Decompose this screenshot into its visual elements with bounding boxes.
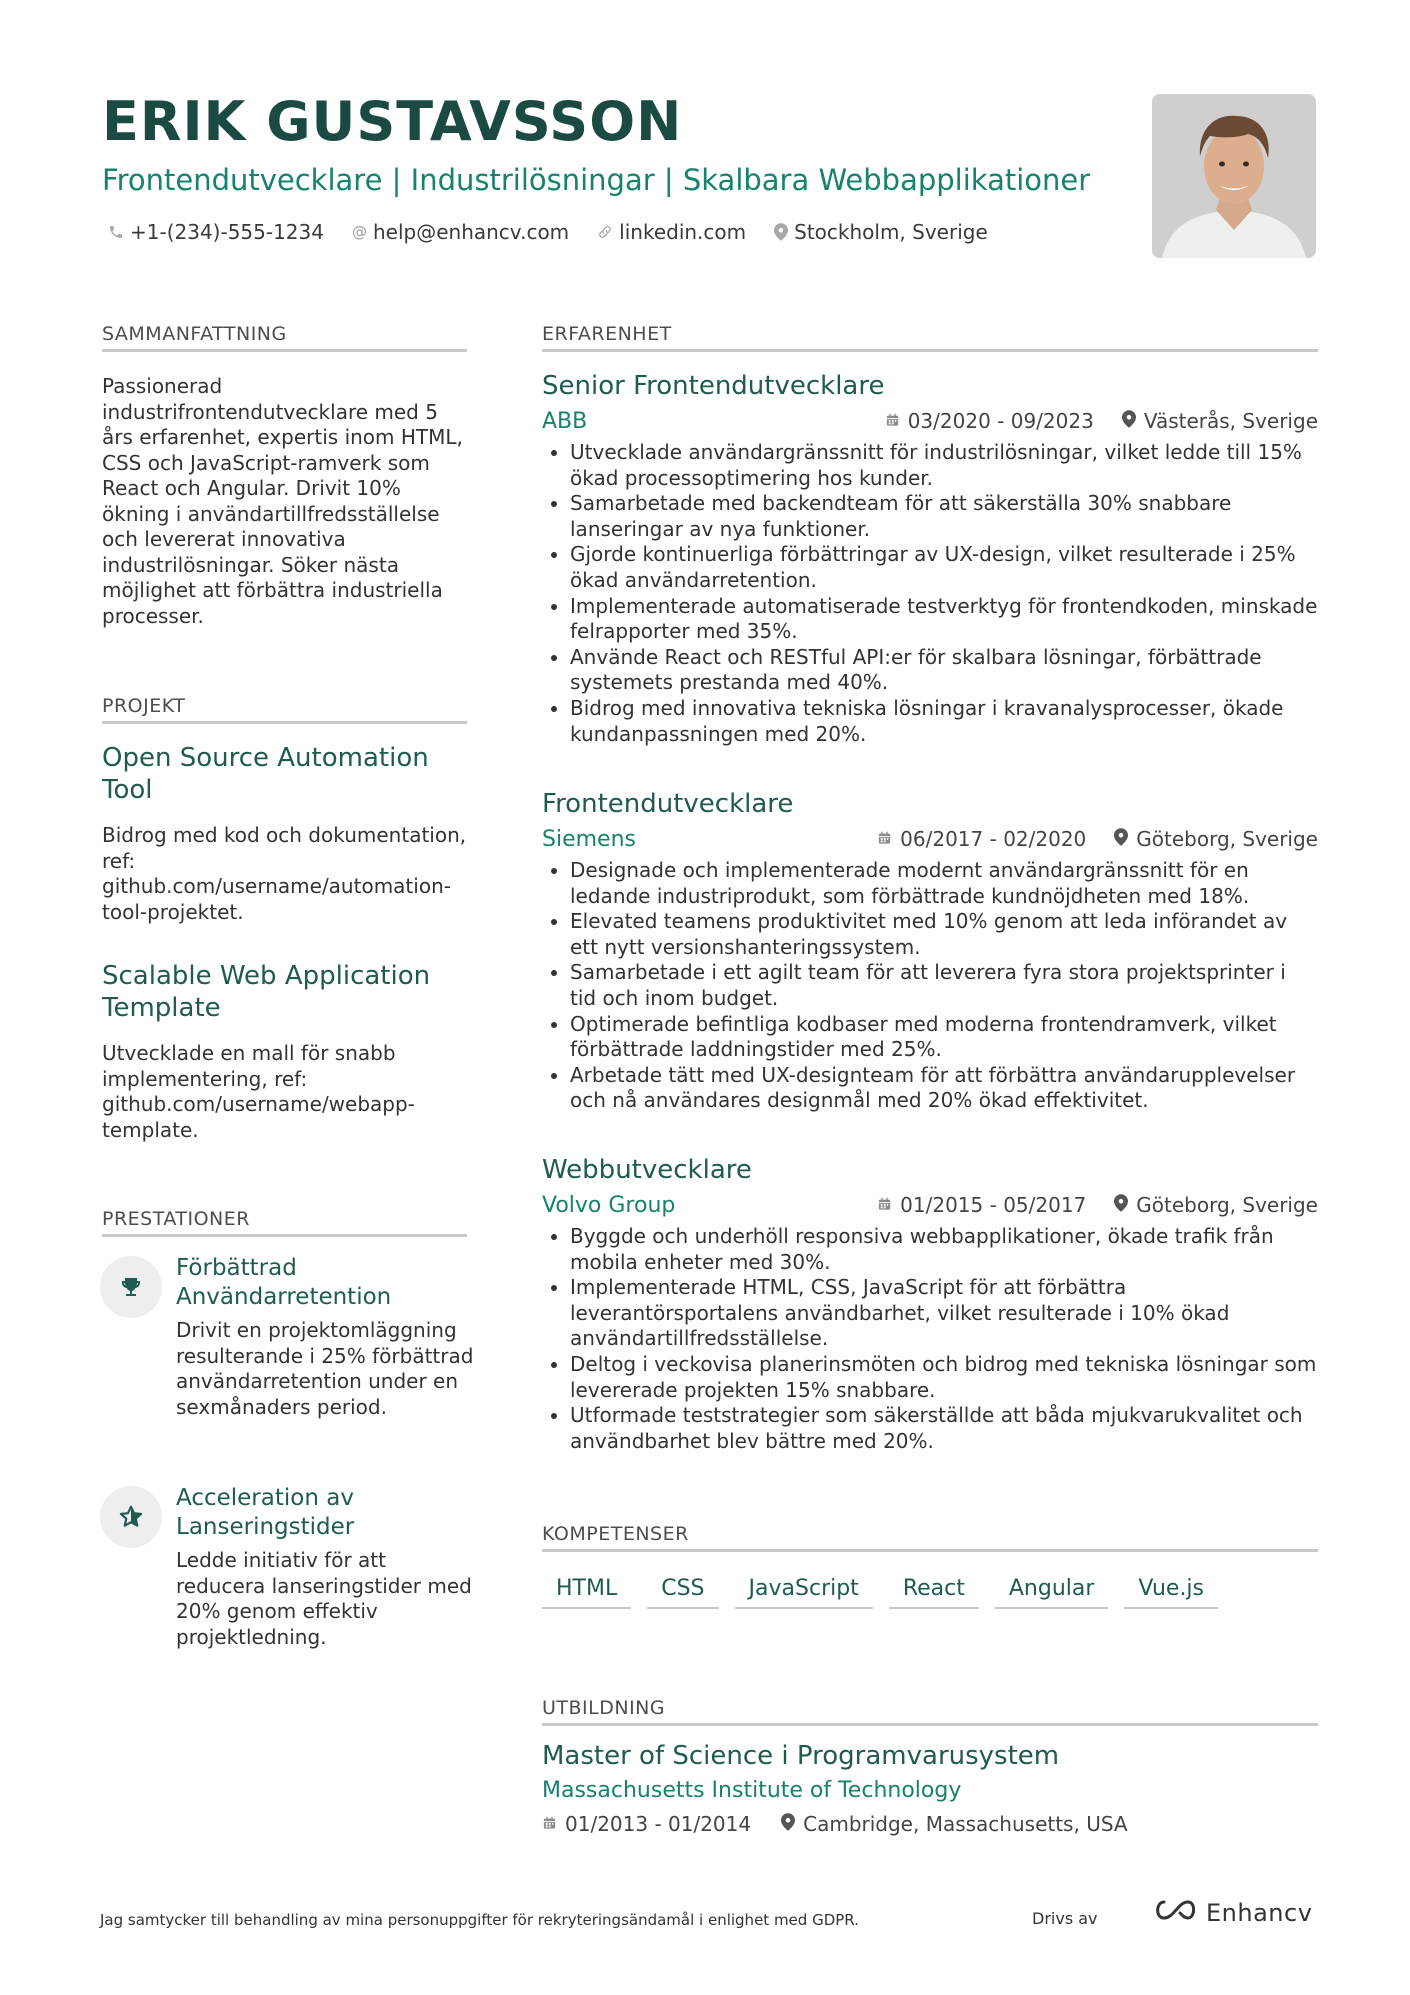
job-location-text: Göteborg, Sverige xyxy=(1136,1193,1318,1217)
contact-email[interactable] xyxy=(352,220,569,244)
bullet-item: • Elevated teamens produktivitet med 10% genom att leda införandet av ett nytt versionshanteringssystem. xyxy=(570,909,1318,960)
calendar-icon xyxy=(877,827,892,851)
project-text: Utvecklade en mall för snabb implementering, ref: github.com/username/webapp-template. xyxy=(102,1041,415,1142)
phone-icon xyxy=(108,224,124,240)
enhancv-infinity-icon xyxy=(1152,1898,1198,1927)
job-meta xyxy=(542,824,1318,854)
education-entry xyxy=(542,1740,1318,1836)
phone-text: +1-(234)-555-1234 xyxy=(130,220,324,244)
job-location-text: Västerås, Sverige xyxy=(1143,409,1318,433)
skill-tag: React xyxy=(889,1576,979,1609)
skills-list xyxy=(542,1576,1218,1609)
bullet-item: • Gjorde kontinuerliga förbättringar av UX-design, vilket resulterade i 25% ökad användarretention. xyxy=(570,542,1318,593)
job-dates xyxy=(877,827,1086,851)
achievement-text: Drivit en projektomläggning resulterande i 25% förbättrad användarretention under en sexmånaders period. xyxy=(176,1318,474,1419)
job-location xyxy=(1114,827,1318,851)
bullet-item: • Samarbetade med backendteam för att säkerställa 30% snabbare lanseringar av nya funktioner. xyxy=(570,491,1318,542)
education-location-text: Cambridge, Massachusetts, USA xyxy=(803,1812,1128,1836)
email-text: help@enhancv.com xyxy=(372,220,570,244)
bullet-item: • Använde React och RESTful API:er för skalbara lösningar, förbättrade systemets prestanda med 40%. xyxy=(570,645,1318,696)
gdpr-consent: Jag samtycker till behandling av mina personuppgifter för rekryteringsändamål i enlighet med GDPR. xyxy=(100,1911,859,1929)
bullet-item: • Utformade teststrategier som säkerställde att båda mjukvarukvalitet och användbarhet blev bättre med 20%. xyxy=(570,1403,1318,1454)
trophy-icon xyxy=(100,1256,162,1318)
job-dates-text: 01/2015 - 05/2017 xyxy=(900,1193,1087,1217)
job-bullets xyxy=(542,858,1318,1114)
project-title: Scalable Web Application Template xyxy=(102,961,431,1023)
job-location xyxy=(1122,409,1318,433)
job-bullets xyxy=(542,1224,1318,1454)
job-dates-text: 06/2017 - 02/2020 xyxy=(900,827,1087,851)
job-company: Siemens xyxy=(542,826,636,852)
bullet-item: • Designade och implementerade modernt användargränssnitt för en ledande industriprodukt, som förbättrade kundnöjdheten med 18%. xyxy=(570,858,1318,909)
bullet-item: • Samarbetade i ett agilt team för att leverera fyra stora projektsprinter i tid och inom budget. xyxy=(570,960,1318,1011)
education-dates xyxy=(542,1812,751,1836)
enhancv-logo[interactable] xyxy=(1152,1898,1312,1927)
job-entry xyxy=(542,370,1318,747)
achievement-title: Förbättrad Användarretention xyxy=(176,1255,392,1310)
enhancv-wordmark: Enhancv xyxy=(1206,1898,1313,1927)
bullet-item: • Implementerade automatiserade testverktyg för frontendkoden, minskade felrapporter med 35%. xyxy=(570,594,1318,645)
job-location xyxy=(1114,1193,1318,1217)
bullet-item: • Optimerade befintliga kodbaser med moderna frontendramverk, vilket förbättrade laddningstider med 25%. xyxy=(570,1012,1318,1063)
project-title: Open Source Automation Tool xyxy=(102,743,429,805)
contact-phone xyxy=(108,220,324,244)
achievement-text: Ledde initiativ för att reducera lanseringstider med 20% genom effektiv projektledning. xyxy=(176,1548,472,1649)
job-company: Volvo Group xyxy=(542,1192,676,1218)
education-location xyxy=(781,1812,1127,1836)
location-text: Stockholm, Sverige xyxy=(794,220,988,244)
bullet-item: • Deltog i veckovisa planerinsmöten och bidrog med tekniska lösningar som levererade projekten 15% snabbare. xyxy=(570,1352,1318,1403)
job-meta xyxy=(542,1190,1318,1220)
location-pin-icon xyxy=(781,1812,795,1836)
bullet-item: • Utvecklade användargränssnitt för industrilösningar, vilket ledde till 15% ökad processoptimering hos kunder. xyxy=(570,440,1318,491)
contact-bar xyxy=(108,220,988,244)
location-pin-icon xyxy=(1114,1193,1128,1217)
link-icon xyxy=(597,224,613,240)
location-pin-icon xyxy=(774,223,788,241)
calendar-icon xyxy=(885,409,900,433)
projects-heading: PROJEKT xyxy=(102,695,467,724)
profile-photo xyxy=(1152,94,1316,258)
job-entry xyxy=(542,1154,1318,1454)
summary-heading: SAMMANFATTNING xyxy=(102,323,467,352)
skill-tag: JavaScript xyxy=(735,1576,873,1609)
powered-by-label: Drivs av xyxy=(1032,1909,1098,1928)
experience-heading: ERFARENHET xyxy=(542,323,1318,352)
calendar-icon xyxy=(877,1193,892,1217)
job-bullets xyxy=(542,440,1318,747)
achievement-title: Acceleration av Lanseringstider xyxy=(176,1485,355,1540)
education-meta xyxy=(542,1812,1318,1836)
job-company: ABB xyxy=(542,408,588,434)
job-dates-text: 03/2020 - 09/2023 xyxy=(907,409,1094,433)
skills-heading: KOMPETENSER xyxy=(542,1523,1318,1552)
bullet-item: • Implementerade HTML, CSS, JavaScript för att förbättra leverantörsportalens användbarhet, vilket resulterade i 10% ökad användartillfredsställelse. xyxy=(570,1275,1318,1352)
candidate-name: ERIK GUSTAVSSON xyxy=(102,90,683,153)
job-role: Frontendutvecklare xyxy=(542,789,794,819)
contact-location xyxy=(774,220,988,244)
job-location-text: Göteborg, Sverige xyxy=(1136,827,1318,851)
job-dates xyxy=(877,1193,1086,1217)
skill-tag: Vue.js xyxy=(1124,1576,1218,1609)
job-dates xyxy=(885,409,1094,433)
education-school: Massachusetts Institute of Technology xyxy=(542,1778,962,1803)
bullet-item: • Byggde och underhöll responsiva webbapplikationer, ökade trafik från mobila enheter med 30%. xyxy=(570,1224,1318,1275)
contact-linkedin[interactable] xyxy=(597,220,746,244)
bullet-item: • Bidrog med innovativa tekniska lösningar i kravanalysprocesser, ökade kundanpassningen med 20%. xyxy=(570,696,1318,747)
at-icon: @ xyxy=(351,223,367,241)
education-degree: Master of Science i Programvarusystem xyxy=(542,1741,1060,1771)
calendar-icon xyxy=(542,1812,557,1836)
skill-tag: Angular xyxy=(995,1576,1109,1609)
education-dates-text: 01/2013 - 01/2014 xyxy=(565,1812,752,1836)
job-role: Webbutvecklare xyxy=(542,1155,752,1185)
education-heading: UTBILDNING xyxy=(542,1697,1318,1726)
achievements-heading: PRESTATIONER xyxy=(102,1208,467,1237)
job-entry xyxy=(542,788,1318,1114)
candidate-title: Frontendutvecklare | Industrilösningar | Skalbara Webbapplikationer xyxy=(102,163,1091,197)
location-pin-icon xyxy=(1114,827,1128,851)
bullet-item: • Arbetade tätt med UX-designteam för att förbättra användarupplevelser och nå användares designmål med 20% ökad effektivitet. xyxy=(570,1063,1318,1114)
skill-tag: HTML xyxy=(542,1576,631,1609)
star-icon xyxy=(100,1486,162,1548)
skill-tag: CSS xyxy=(647,1576,718,1609)
location-pin-icon xyxy=(1122,409,1136,433)
linkedin-text: linkedin.com xyxy=(619,220,747,244)
project-text: Bidrog med kod och dokumentation, ref: github.com/username/automation-tool-projektet. xyxy=(102,823,467,924)
job-role: Senior Frontendutvecklare xyxy=(542,371,885,401)
job-meta xyxy=(542,406,1318,436)
summary-text: Passionerad industrifrontendutvecklare med 5 års erfarenhet, expertis inom HTML, CSS och JavaScript-ramverk som React och Angular. Drivit 10% ökning i användartillfredsställelse och levererat innovativa industrilösningar. Söker nästa möjlighet att förbättra industriella processer. xyxy=(102,374,463,628)
